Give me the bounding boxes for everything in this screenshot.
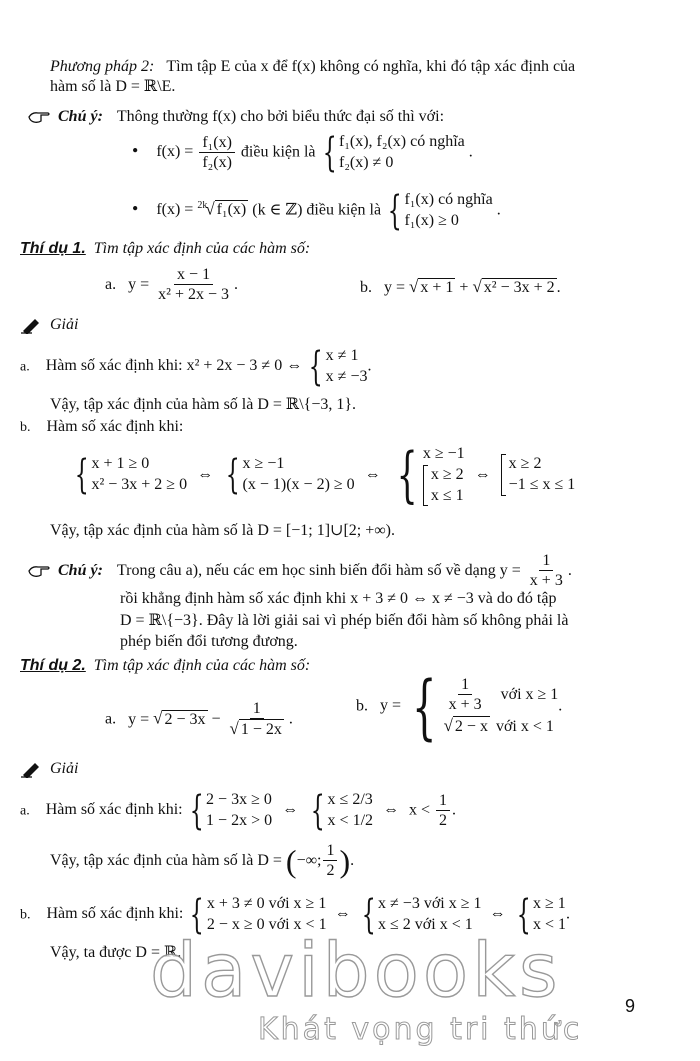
ex2-solution-heading xyxy=(20,760,78,778)
ex1-a-label: a. xyxy=(105,275,117,293)
ex1-b-label: b. xyxy=(360,279,372,296)
sb3-l2: x < 1 xyxy=(532,915,566,933)
s3-l1: x ≥ −1 xyxy=(422,445,465,462)
ex2-sa-system-2: { x ≤ 2/3 x < 1/2 xyxy=(310,787,374,834)
ex2-b-rad: 2 − x xyxy=(453,716,490,738)
ex1-title: Thí dụ 1. xyxy=(20,240,86,257)
ex1-solution-heading xyxy=(20,316,78,334)
ex1-sa: a. Hàm số xác định khi: x² + 2x − 3 ≠ 0 ⇔ { x ≠ 1 x ≠ −3 . xyxy=(20,343,372,390)
sb2-l2: x ≤ 2 với x < 1 xyxy=(378,915,473,933)
b2-root-index: 2k xyxy=(197,200,208,212)
ex1-sb xyxy=(20,418,183,436)
pointing-hand-icon xyxy=(28,110,50,124)
ex2-sa-text: Hàm số xác định khi: xyxy=(45,801,183,819)
ex2-sa-system-1: { 2 − 3x ≥ 0 1 − 2x > 0 xyxy=(189,787,273,834)
ex1-sa-c1: x ≠ 1 xyxy=(325,347,359,364)
ex2-a-rad: 2 − 3x xyxy=(164,710,206,728)
ex2-sa-conclusion: Vậy, tập xác định của hàm số là D = (−∞; $\frac{1}{2}$ ). xyxy=(50,842,355,880)
ex2-heading xyxy=(20,657,310,675)
page-number: 9 xyxy=(625,996,636,1016)
b1-den: f₂(x) xyxy=(202,153,232,171)
b1-num: f₁(x) xyxy=(199,134,235,153)
sb1-l2: 2 − x ≥ 0 với x < 1 xyxy=(206,915,327,933)
pen-icon xyxy=(20,760,42,778)
ex2-sa-result: x < xyxy=(409,801,431,819)
brand-tagline: Khát vọng tri thức xyxy=(258,1012,583,1047)
sb-system-2: { x ≥ −1 (x − 1)(x − 2) ≥ 0 xyxy=(225,452,355,499)
s3-l2: x ≥ 2 xyxy=(430,465,464,483)
b1-c1: f₁(x), f₂(x) có nghĩa xyxy=(338,133,465,150)
pen-icon xyxy=(20,316,42,334)
s4-l2: −1 ≤ x ≤ 1 xyxy=(508,476,576,494)
s3-l3: x ≤ 1 xyxy=(430,486,464,504)
s2-l2: (x − 1)(x − 2) ≥ 0 xyxy=(242,476,355,494)
ex2-sb-conclusion: Vậy, ta được D = ℝ. xyxy=(50,944,182,961)
sb1-l1: x + 3 ≠ 0 với x ≥ 1 xyxy=(206,895,327,912)
sb2-l1: x ≠ −3 với x ≥ 1 xyxy=(378,895,482,912)
method2-text1: Tìm tập E của x để f(x) không có nghĩa, khi đó tập xác định của xyxy=(166,58,576,75)
ex2-b-c1: với x ≥ 1 xyxy=(500,685,559,703)
ex1-solve-label: Giải xyxy=(50,316,79,333)
ex2-sa-concl-pre: −∞; xyxy=(296,851,322,869)
ex2-sb-text: Hàm số xác định khi: xyxy=(46,905,184,923)
ex1-a-den: x² + 2x − 3 xyxy=(158,286,229,304)
ex2-b-system: { $\frac{1}{x + 3}$ với x ≥ 1 √ 2 − x với x < 1 xyxy=(412,665,559,748)
ex1-sa-text: Hàm số xác định khi: x² + 2x − 3 ≠ 0 ⇔ xyxy=(45,357,303,375)
b1-fraction xyxy=(199,134,235,173)
note2-label: Chú ý: xyxy=(58,561,103,579)
ex2-sb-system-3: { x ≥ 1 x < 1 xyxy=(516,891,566,938)
note2-den: x + 3 xyxy=(529,572,563,590)
ex2-a-fraction: $\frac{1}{√ 1 - 2x}$ xyxy=(229,700,282,739)
b1-system: { f₁(x), f₂(x) có nghĩa f₂(x) ≠ 0 xyxy=(322,129,465,176)
ex2-b-lhs: y = xyxy=(380,697,402,715)
ex1-prompt: Tìm tập xác định của các hàm số: xyxy=(93,240,311,257)
note1-text: Thông thường f(x) cho bởi biểu thức đại số thì với: xyxy=(116,108,445,125)
ex1-sa-system: { x ≠ 1 x ≠ −3 xyxy=(308,343,368,390)
ex1-sb-conclusion: Vậy, tập xác định của hàm số là D = [−1; 1]∪[2; +∞). xyxy=(50,522,395,539)
ex2-title: Thí dụ 2. xyxy=(20,657,86,674)
pointing-hand-icon xyxy=(28,564,50,578)
note1-bullet1: • f(x) = $\frac{\text{f₁(x)}}{\text{f₂(x)}}$ điều kiện là { f₁(x), f₂(x) có nghĩa f₂(x) ≠ 0 . xyxy=(132,129,473,176)
ex1-heading xyxy=(20,240,310,258)
b1-c2: f₂(x) ≠ 0 xyxy=(338,153,394,171)
ex2-b-label: b. xyxy=(356,697,368,715)
ex1-b-rad1: x + 1 xyxy=(420,279,454,296)
note2-num: 1 xyxy=(539,552,553,571)
b2-system: { f₁(x) có nghĩa f₁(x) ≥ 0 xyxy=(387,187,493,234)
ex2-a-num: 1 xyxy=(250,700,264,719)
s1-l1: x + 1 ≥ 0 xyxy=(91,455,150,473)
ex1-b-rad2: x² − 3x + 2 xyxy=(483,279,555,296)
s4-l1: x ≥ 2 xyxy=(508,455,542,473)
ex2-sa-result-fraction xyxy=(436,792,450,831)
ex1-sb-text: Hàm số xác định khi: xyxy=(46,418,184,435)
method2-text2: hàm số là D = ℝ\E. xyxy=(50,78,176,95)
ex2-sb-label: b. xyxy=(20,907,31,923)
bullet-icon: • xyxy=(132,140,139,161)
ex2-a-label: a. xyxy=(105,710,117,728)
ex1-b-lhs: y = xyxy=(384,279,406,296)
ex2-sa-concl-num: 1 xyxy=(323,842,337,861)
ex2-b-c2: với x < 1 xyxy=(495,717,554,735)
note1-label: Chú ý: xyxy=(58,108,103,125)
ex1-a-num: x − 1 xyxy=(174,266,213,285)
ex2-sb-system-2: { x ≠ −3 với x ≥ 1 x ≤ 2 với x < 1 xyxy=(361,891,482,938)
ex2-a-minus: − xyxy=(211,710,221,728)
method2-line1 xyxy=(50,58,575,76)
ex2-sa-label: a. xyxy=(20,803,30,819)
ex2-sa-concl-text: Vậy, tập xác định của hàm số là D = xyxy=(50,851,282,869)
ex2-b-den: x + 3 xyxy=(448,696,482,714)
b2-c2: f₁(x) ≥ 0 xyxy=(404,211,459,229)
ex2-prompt: Tìm tập xác định của các hàm số: xyxy=(93,657,311,674)
ex1-sa-label: a. xyxy=(20,359,30,375)
ex2-a-den-rad: 1 − 2x xyxy=(240,721,282,739)
note2-text4: phép biến đổi tương đương. xyxy=(120,633,298,650)
sa1-l2: 1 − 2x > 0 xyxy=(206,811,273,829)
b1-cond: điều kiện là xyxy=(240,143,316,161)
ex2-sb: b. Hàm số xác định khi: { x + 3 ≠ 0 với x ≥ 1 2 − x ≥ 0 với x < 1 ⇔ { x ≠ −3 với x ≥ 1 x ≤ 2 với x < 1 ⇔ { x ≥ 1 x < 1 . xyxy=(20,891,570,938)
ex1-a: a. y = $\frac{x - 1}{\text{x² + 2x − 3}}$ . xyxy=(105,266,238,304)
ex2-b-num: 1 xyxy=(458,676,472,695)
ex1-sa-c2: x ≠ −3 xyxy=(325,367,368,385)
ex2-a: a. y = √ 2 − 3x − $\frac{1}{√ 1 - 2x}$ . xyxy=(105,700,293,739)
b1-lhs: f(x) = xyxy=(156,143,194,161)
sb3-l1: x ≥ 1 xyxy=(532,895,566,912)
sa2-l2: x < 1/2 xyxy=(327,811,374,829)
note2-text3: D = ℝ\{−3}. Đây là lời giải sai vì phép biến đổi hàm số không phải là xyxy=(120,612,569,629)
method2-label: Phương pháp 2: xyxy=(50,58,155,75)
b2-lhs: f(x) = xyxy=(156,201,194,219)
ex1-sb-chain: { x + 1 ≥ 0 x² − 3x + 2 ≥ 0 ⇔ { x ≥ −1 (x − 1)(x − 2) ≥ 0 ⇔ { x ≥ −1 x ≥ 2 x ≤ 1 ⇔ x ≥ 2 −1 ≤ x ≤ 1 xyxy=(72,444,575,506)
ex1-sa-conclusion: Vậy, tập xác định của hàm số là D = ℝ\{−3, 1}. xyxy=(50,396,357,413)
sb-system-1: { x + 1 ≥ 0 x² − 3x + 2 ≥ 0 xyxy=(74,452,188,499)
ex2-sa: a. Hàm số xác định khi: { 2 − 3x ≥ 0 1 − 2x > 0 ⇔ { x ≤ 2/3 x < 1/2 ⇔ x < $\frac{1}{2}$ . xyxy=(20,787,457,834)
ex1-b-plus: + xyxy=(459,279,469,296)
ex1-a-fraction xyxy=(155,266,232,305)
b2-radicand: f₁(x) xyxy=(216,201,247,219)
note1-bullet2: • f(x) = $^{2k}$√ f₁(x) (k ∈ ℤ) điều kiện là { f₁(x) có nghĩa f₁(x) ≥ 0 . xyxy=(132,187,501,234)
ex1-a-lhs: y = xyxy=(128,275,150,293)
ex1-b: b. y = √ x + 1 + √ x² − 3x + 2 . xyxy=(360,277,561,296)
ex2-sa-res-num: 1 xyxy=(436,792,450,811)
sb-system-3: { x ≥ −1 x ≥ 2 x ≤ 1 xyxy=(396,440,465,511)
s2-l1: x ≥ −1 xyxy=(242,455,285,473)
ex2-sa-res-den: 2 xyxy=(439,811,448,829)
b2-mid: (k ∈ ℤ) điều kiện là xyxy=(252,201,382,219)
note2-line1: Chú ý: Trong câu a), nếu các em học sinh biến đổi hàm số về dạng y = $\frac{1}{x + 3}$ . xyxy=(28,552,572,591)
note2-text1: Trong câu a), nếu các em học sinh biến đổi hàm số về dạng y = xyxy=(116,561,521,579)
sb-system-4 xyxy=(501,454,576,496)
ex2-a-lhs: y = xyxy=(128,710,150,728)
brand-watermark: davibooks xyxy=(150,928,562,1014)
b2-c1: f₁(x) có nghĩa xyxy=(404,191,493,208)
note2-text2: rồi khẳng định hàm số xác định khi x + 3 ≠ 0 ⇔ x ≠ −3 và do đó tập xyxy=(120,590,557,607)
sa2-l1: x ≤ 2/3 xyxy=(327,791,373,808)
ex1-sb-label: b. xyxy=(20,420,31,435)
note1-line xyxy=(28,108,444,126)
note2-fraction xyxy=(527,552,566,591)
sa1-l1: 2 − 3x ≥ 0 xyxy=(206,791,272,808)
bullet-icon: • xyxy=(132,198,139,219)
ex2-sa-concl-den: 2 xyxy=(326,862,335,880)
ex2-solve-label: Giải xyxy=(50,760,79,777)
ex2-b: b. y = { $\frac{1}{x + 3}$ với x ≥ 1 √ 2 − x với x < 1 . xyxy=(356,665,563,748)
s1-l2: x² − 3x + 2 ≥ 0 xyxy=(91,476,188,494)
ex2-sb-system-1: { x + 3 ≠ 0 với x ≥ 1 2 − x ≥ 0 với x < 1 xyxy=(190,891,327,938)
